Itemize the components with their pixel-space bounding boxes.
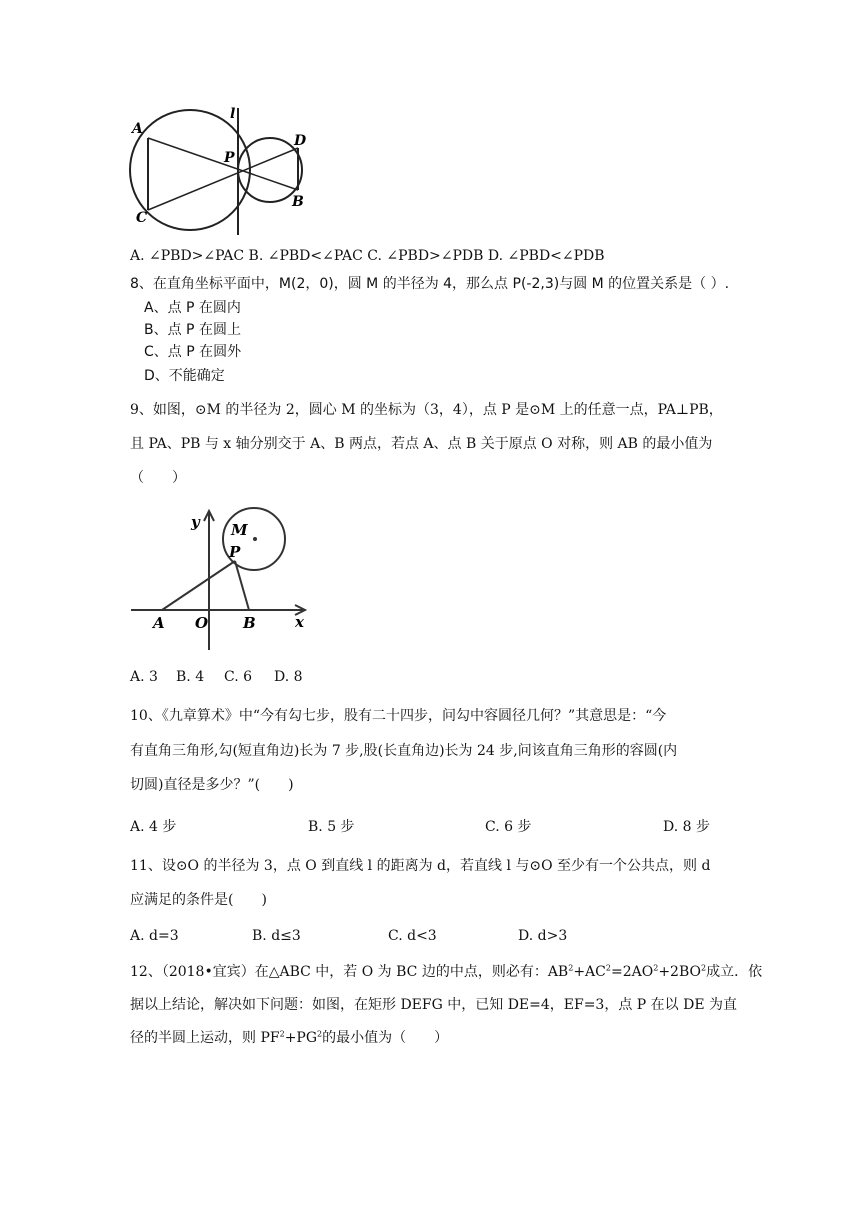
q12-text: 12、（2018•宜宾）在△ABC 中，若 O 为 BC 边的中点，则必有：AB	[130, 964, 569, 980]
q10-option-c: C. 6 步	[485, 819, 532, 835]
label-A: A	[153, 614, 165, 632]
superscript: 2	[568, 963, 574, 973]
q8-option-b: B、点 P 在圆上	[144, 322, 241, 338]
q8-option-a: A、点 P 在圆内	[144, 300, 241, 316]
q9-line-3: （ ）	[130, 470, 186, 486]
q10-option-b: B. 5 步	[308, 819, 355, 835]
label-y: y	[191, 513, 200, 531]
q12-text: +PG	[284, 1030, 318, 1046]
label-A: A	[132, 121, 143, 137]
label-B: B	[243, 614, 256, 632]
q10-options	[130, 817, 710, 837]
label-l: l	[230, 106, 236, 122]
q11-option-b: B. d≤3	[252, 928, 301, 944]
label-O: O	[195, 614, 209, 632]
label-D: D	[294, 133, 307, 149]
tangent-circles-figure	[120, 100, 320, 240]
q7-options: A. ∠PBD>∠PAC B. ∠PBD<∠PAC C. ∠PBD>∠PDB D. ∠PBD<∠PDB	[130, 248, 605, 264]
q9-option-d: D. 8	[274, 669, 303, 685]
q10-line-3: 切圆)直径是多少？”( )	[130, 777, 294, 793]
q12-line-1	[130, 962, 762, 982]
superscript: 2	[317, 1029, 323, 1039]
q8-stem: 8、在直角坐标平面中，M(2，0)，圆 M 的半径为 4，那么点 P(-2,3)与圆 M 的位置关系是（ ）.	[130, 276, 730, 292]
q11-option-a: A. d=3	[130, 928, 179, 944]
q9-options	[130, 667, 303, 687]
q9-line-1: 9、如图，⊙M 的半径为 2，圆心 M 的坐标为（3，4），点 P 是⊙M 上的任意一点，PA⊥PB，	[130, 402, 723, 418]
q10-line-1: 10、《九章算术》中“今有勾七步，股有二十四步，问勾中容圆径几何？”其意思是：“今	[130, 708, 667, 724]
superscript: 2	[605, 963, 611, 973]
coordinate-circle-figure	[125, 505, 315, 655]
q9-option-c: C. 6	[224, 669, 253, 685]
q12-line-2: 据以上结论，解决如下问题：如图，在矩形 DEFG 中，已知 DE=4，EF=3，点 P 在以 DE 为直	[130, 997, 738, 1013]
label-B: B	[292, 194, 304, 210]
label-x: x	[295, 613, 304, 631]
label-P: P	[224, 150, 235, 166]
q12-text: =2AO	[610, 964, 654, 980]
q11-options	[130, 926, 567, 946]
q12-text: 成立．依	[706, 964, 763, 980]
q8-option-c: C、点 P 在圆外	[144, 344, 242, 360]
q12-text: 径的半圆上运动，则 PF	[130, 1030, 280, 1046]
q11-line-1: 11、设⊙O 的半径为 3，点 O 到直线 l 的距离为 d，若直线 l 与⊙O 至少有一个公共点，则 d	[130, 858, 711, 874]
q12-text: +AC	[573, 964, 606, 980]
q11-option-c: C. d<3	[388, 928, 437, 944]
label-C: C	[136, 210, 148, 226]
q12-text: 的最小值为（ ）	[322, 1030, 449, 1046]
superscript: 2	[279, 1029, 285, 1039]
q9-option-b: B. 4	[176, 669, 205, 685]
label-M: M	[231, 521, 248, 539]
q11-line-2: 应满足的条件是( )	[130, 892, 267, 908]
q12-line-3	[130, 1028, 448, 1048]
q9-option-a: A. 3	[130, 669, 158, 685]
q8-option-d: D、不能确定	[144, 368, 225, 384]
q10-option-a: A. 4 步	[130, 819, 177, 835]
q9-line-2: 且 PA、PB 与 x 轴分别交于 A、B 两点，若点 A、点 B 关于原点 O 对称，则 AB 的最小值为	[130, 436, 713, 452]
q12-text: +2BO	[658, 964, 701, 980]
superscript: 2	[700, 963, 707, 973]
label-P: P	[229, 543, 241, 561]
q10-option-d: D. 8 步	[663, 819, 710, 835]
q10-line-2: 有直角三角形,勾(短直角边)长为 7 步,股(长直角边)长为 24 步,问该直角三角形的容圆(内	[130, 743, 678, 759]
superscript: 2	[653, 963, 659, 973]
q11-option-d: D. d>3	[518, 928, 568, 944]
